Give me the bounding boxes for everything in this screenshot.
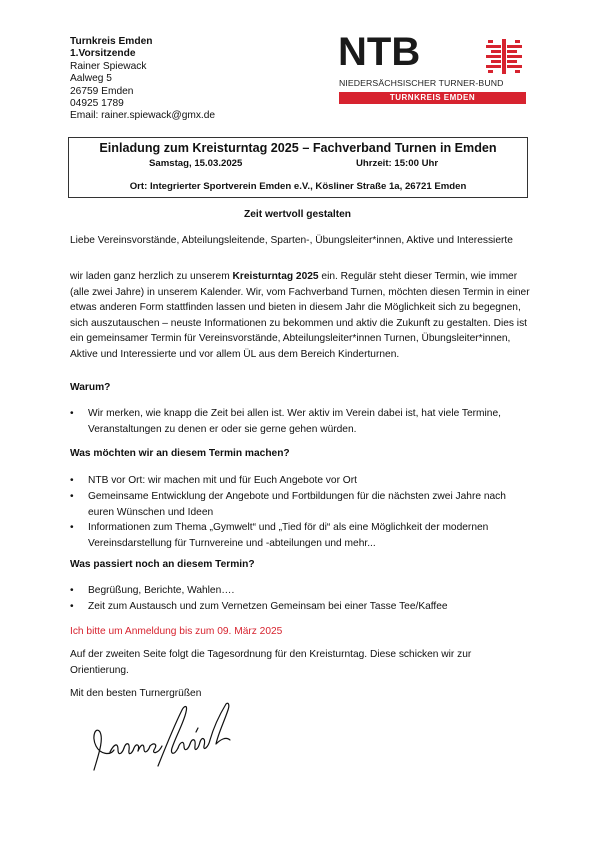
- sender-city: 26759 Emden: [70, 85, 134, 97]
- list-item: [70, 489, 530, 520]
- bullet-icon: •: [70, 408, 74, 419]
- list-item: [70, 583, 530, 599]
- list-item-text: Gemeinsame Entwicklung der Angebote und Fortbildungen für die nächsten zwei Jahre nach euren Wünschen und Ideen: [88, 491, 506, 518]
- sender-role: 1.Vorsitzende: [70, 48, 136, 60]
- invitation-place: Ort: Integrierter Sportverein Emden e.V., Kösliner Straße 1a, 26721 Emden: [129, 181, 467, 192]
- bullet-icon: •: [70, 475, 74, 486]
- list-item: [70, 599, 530, 615]
- list-item-text: Wir merken, wie knapp die Zeit bei allen ist. Wer aktiv im Verein dabei ist, hat viele Termine, Veranstaltungen zu denen er oder sie gerne gehen würden.: [88, 408, 501, 435]
- sender-name: Rainer Spiewack: [70, 60, 147, 72]
- section-heading-warum: Warum?: [70, 382, 111, 393]
- body-paragraph: [70, 269, 530, 363]
- sender-org: Turnkreis Emden: [70, 36, 153, 47]
- turner-cross-icon: [486, 39, 522, 74]
- greeting-paragraph: Liebe Vereinsvorstände, Abteilungsleitende, Sparten-, Übungsleiter*innen, Aktive und Interessierte: [70, 235, 513, 246]
- list-item-text: Informationen zum Thema „Gymwelt“ und „Tied för di“ als eine Möglichkeit der modernen Vereinsdarstellung für Turnvereine und -abteilungen und mehr...: [88, 522, 489, 549]
- motto-heading: Zeit wertvoll gestalten: [244, 209, 351, 220]
- list-item-text: Begrüßung, Berichte, Wahlen….: [88, 585, 235, 596]
- sender-address: [70, 36, 215, 123]
- sender-street: Aalweg 5: [70, 73, 112, 85]
- sender-email: Email: rainer.spiewack@gmx.de: [70, 110, 216, 122]
- bullet-icon: •: [70, 585, 74, 596]
- section-heading-agenda: Was passiert noch an diesem Termin?: [70, 559, 255, 570]
- body-rest: ein. Regulär steht dieser Termin, wie immer (alle zwei Jahre) in unserem Kalender. Wir, vom Fachverband Turnen, möchten diesen Termin in einer etwas anderen Form stattfinden lassen und bieten in diesem Jahr die Möglichkeit sich zu begegnen, sich auszutauschen – neuste Informationen zu bekommen und aktiv die Zukunft zu gestalten. Dies ist ein gemeinsamer Termin für Vereinsvorstände, Abteilungsleiter*innen Turnen, Übungsleiter*innen, Aktive und Interessierte und vor allem ÜL aus dem Bereich Kinderturnen.: [70, 271, 530, 360]
- section-heading-plan: Was möchten wir an diesem Termin machen?: [70, 448, 290, 459]
- list-item: [70, 520, 530, 551]
- bullet-icon: •: [70, 522, 74, 533]
- next-page-note: Auf der zweiten Seite folgt die Tagesordnung für den Kreisturntag. Diese schicken wir zur Orientierung.: [70, 649, 472, 676]
- signature-image: [88, 696, 238, 786]
- closing-line: Mit den besten Turnergrüßen: [70, 688, 202, 699]
- logo-word: NTB: [338, 30, 421, 74]
- body-highlight: Kreisturntag 2025: [232, 271, 319, 282]
- invitation-title: Einladung zum Kreisturntag 2025 – Fachverband Turnen in Emden: [99, 141, 497, 155]
- logo-subtitle: NIEDERSÄCHSISCHER TURNER-BUND: [339, 78, 504, 88]
- sender-phone: 04925 1789: [70, 98, 124, 110]
- invitation-date: Samstag, 15.03.2025: [149, 158, 243, 169]
- invitation-box: [68, 137, 528, 198]
- list-item: [70, 406, 530, 437]
- registration-note: Ich bitte um Anmeldung bis zum 09. März 2025: [70, 626, 283, 637]
- logo-bar: TURNKREIS EMDEN: [339, 92, 526, 104]
- list-item-text: NTB vor Ort: wir machen mit und für Euch Angebote vor Ort: [88, 475, 357, 486]
- list-item-text: Zeit zum Austausch und zum Vernetzen Gemeinsam bei einer Tasse Tee/Kaffee: [88, 601, 448, 612]
- bullet-icon: •: [70, 491, 74, 502]
- body-intro: wir laden ganz herzlich zu unserem: [70, 271, 233, 282]
- bullet-icon: •: [70, 601, 74, 612]
- list-item: [70, 473, 530, 489]
- invitation-time: Uhrzeit: 15:00 Uhr: [356, 158, 439, 169]
- ntb-logo: [338, 30, 528, 108]
